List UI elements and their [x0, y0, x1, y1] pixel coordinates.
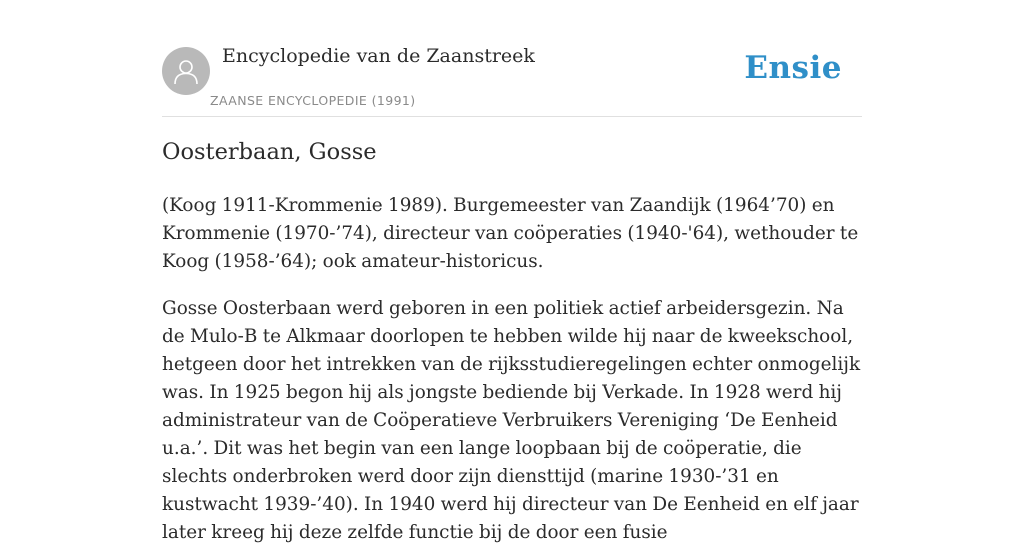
article-paragraph-intro: (Koog 1911-Krommenie 1989). Burgemeester van Zaandijk (1964’70) en Krommenie (1970-’74), directeur van coöperaties (1940-'64), wethouder te Koog (1958-’64); ook amateur-historicus.	[162, 195, 859, 272]
user-icon	[171, 56, 201, 86]
encyclopedia-title[interactable]: Encyclopedie van de Zaanstreek	[222, 45, 535, 67]
header	[162, 0, 862, 117]
avatar[interactable]	[162, 47, 210, 95]
brand-logo[interactable]: Ensie	[744, 50, 842, 86]
page	[162, 0, 862, 543]
encyclopedia-subtitle: ZAANSE ENCYCLOPEDIE (1991)	[210, 93, 416, 108]
article-title: Oosterbaan, Gosse	[162, 139, 377, 165]
article-paragraph-biography: Gosse Oosterbaan werd geboren in een politiek actief arbeidersgezin. Na de Mulo-B te Alkmaar doorlopen te hebben wilde hij naar de kweekschool, hetgeen door het intrekken van de rijksstudieregelingen echter onmogelijk was. In 1925 begon hij als jongste bediende bij Verkade. In 1928 werd hij administrateur van de Coöperatieve Verbruikers Vereniging ‘De Eenheid u.a.’. Dit was het begin van een lange loopbaan bij de coöperatie, die slechts onderbroken werd door zijn diensttijd (marine 1930-’31 en kustwacht 1939-’40). In 1940 werd hij directeur van De Eenheid en elf jaar later kreeg hij deze zelfde functie bij de door een fusie	[162, 298, 861, 543]
